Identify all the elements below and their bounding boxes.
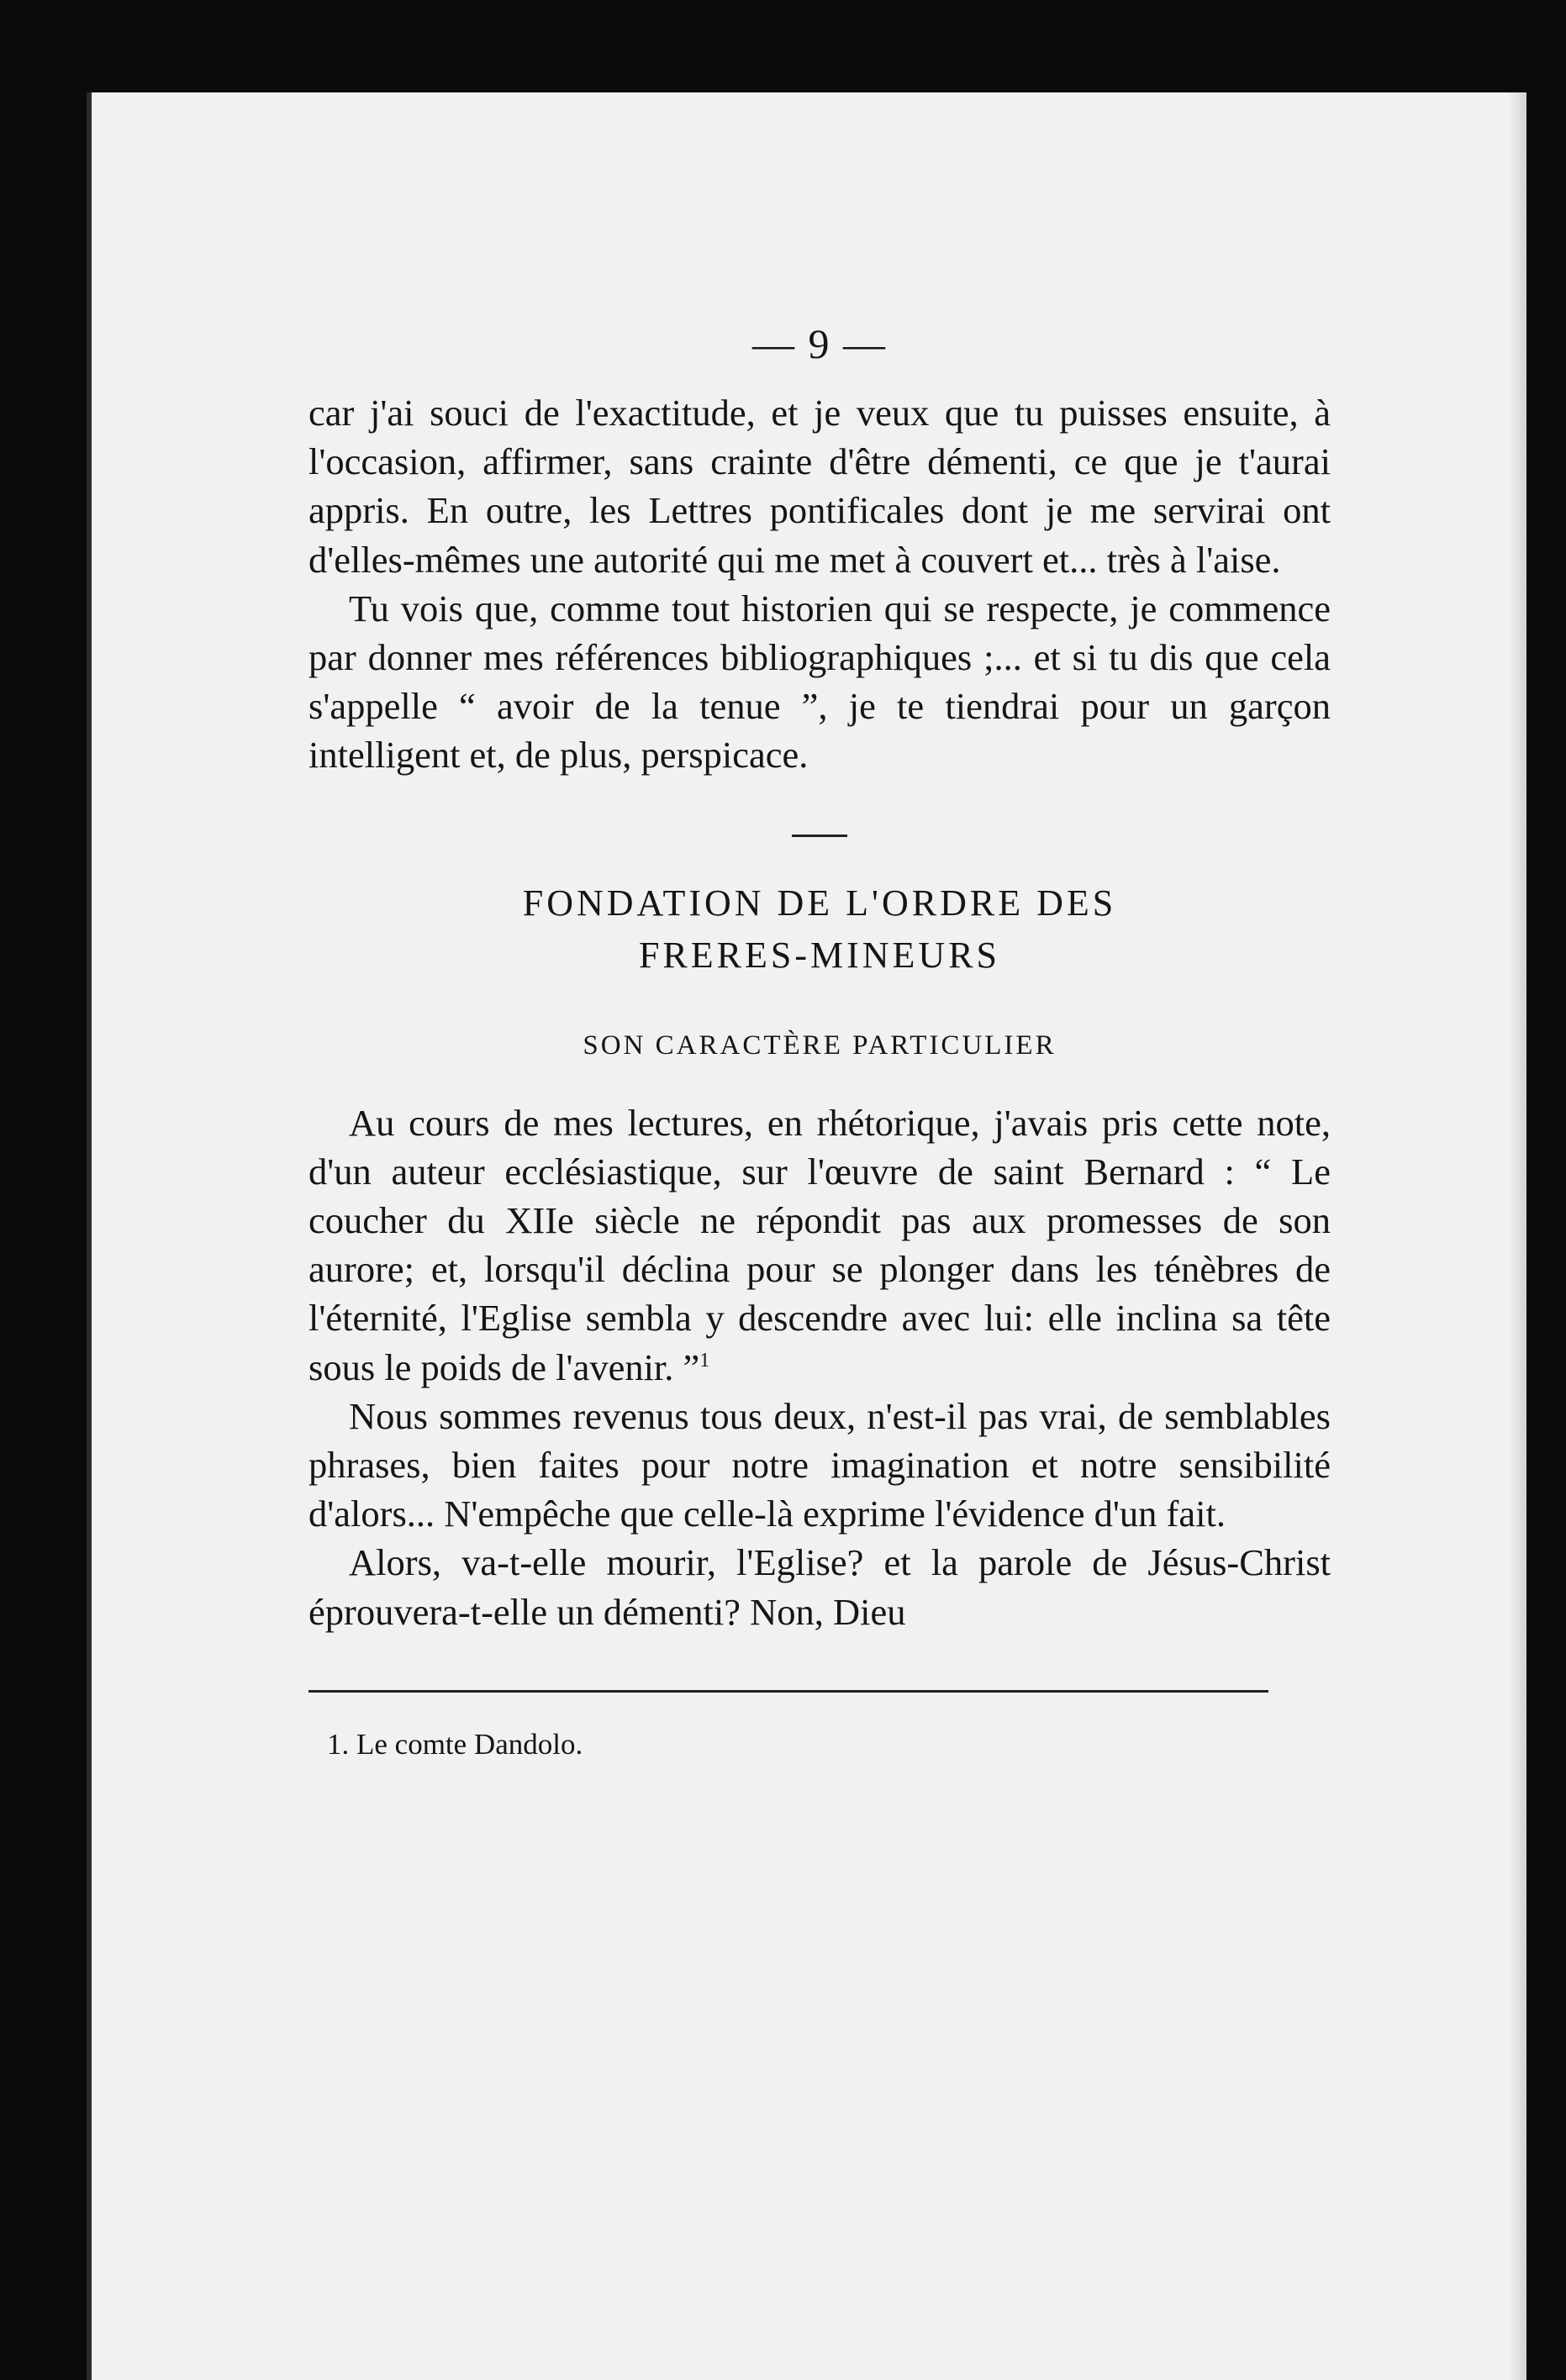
paragraph-4: Nous sommes revenus tous deux, n'est-il pas vrai, de semblables phrases, bien faites pour notre imagination et notre sensibilité d'alors... N'empêche que celle-là exprime l'évidence d'un fait. — [308, 1394, 1331, 1535]
paragraph-3 — [308, 1098, 1331, 1392]
footnote-marker: 1 — [699, 1349, 710, 1372]
paragraph-2: Tu vois que, comme tout historien qui se respecte, je commence par donner mes références bibliographiques ;... et si tu dis que cela s'appelle “ avoir de la tenue ”, je te tiendrai pour un garçon intelligent et, de plus, perspicace. — [308, 587, 1331, 777]
page-number: — 9 — — [752, 320, 887, 367]
book-page — [87, 92, 1526, 2380]
paragraph-1: car j'ai souci de l'exactitude, et je veux que tu puisses ensuite, à l'occasion, affirmer, sans crainte d'être démenti, ce que je t'aurai appris. En outre, les Lettres pontificales dont je me servirai ont d'elles-mêmes une autorité qui me met à couvert et... très à l'aise. — [308, 392, 1331, 581]
section-title-line-2: FRERES-MINEURS — [638, 934, 1001, 976]
section-divider — [792, 835, 847, 837]
footnote-divider — [308, 1690, 1268, 1693]
section-subtitle: SON CARACTÈRE PARTICULIER — [583, 1029, 1057, 1061]
paragraph-5: Alors, va-t-elle mourir, l'Eglise? et la parole de Jésus-Christ éprouvera-t-elle un démenti? Non, Dieu — [308, 1541, 1331, 1633]
section-title-line-1: FONDATION DE L'ORDRE DES — [522, 882, 1117, 924]
page-content — [308, 319, 1331, 1761]
paragraph-3-text: Au cours de mes lectures, en rhétorique, j'avais pris cette note, d'un auteur ecclésiastique, sur l'œuvre de saint Bernard : “ Le coucher du XIIe siècle ne répondit pas aux promesses de son aurore; et, lorsqu'il déclina pour se plonger dans les ténèbres de l'éternité, l'Eglise sembla y descendre avec lui: elle inclina sa tête sous le poids de l'avenir. ” — [308, 1101, 1331, 1388]
page-edge-shadow — [1508, 92, 1526, 2380]
footnote: 1. Le comte Dandolo. — [327, 1727, 583, 1761]
